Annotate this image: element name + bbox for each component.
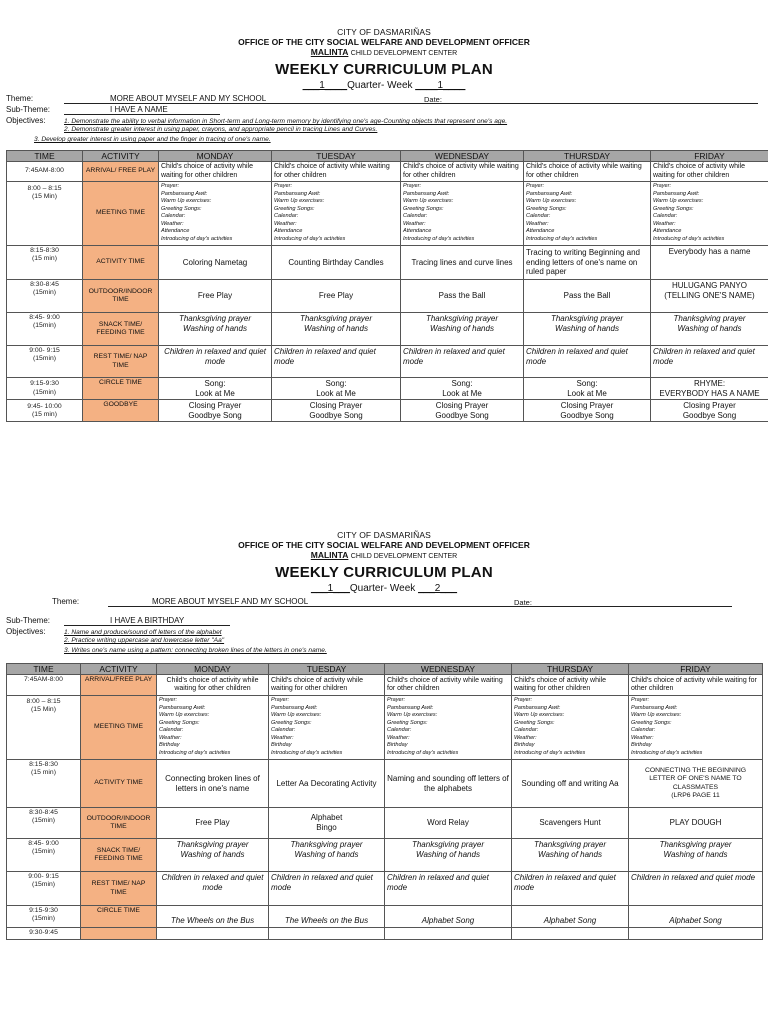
- day-cell: Connecting broken lines of letters in one's name: [157, 760, 269, 808]
- objectives-row: [6, 116, 758, 125]
- day-cell: Thanksgiving prayer Washing of hands: [651, 313, 768, 346]
- day-cell: Word Relay: [385, 808, 512, 839]
- day-cell: Pass the Ball: [524, 280, 651, 313]
- plan-title: WEEKLY CURRICULUM PLAN: [275, 60, 493, 78]
- column-header-friday: FRIDAY: [629, 664, 763, 675]
- day-cell: CONNECTING THE BEGINNING LETTER OF ONE'S NAME TO CLASSMATES (LRP6 PAGE 11: [629, 760, 763, 808]
- curriculum-plan-week-2: [0, 530, 768, 936]
- objective-item: 2. Practice writing uppercase and lowercase letter "Aa": [64, 637, 225, 645]
- center-name: MALINTA: [310, 549, 349, 560]
- time-cell: 9:15-9:30 (15min): [7, 906, 81, 928]
- day-cell: Thanksgiving prayer Washing of hands: [401, 313, 524, 346]
- quarter-value: ___1___: [310, 582, 350, 594]
- day-cell: Sounding off and writing Aa: [512, 760, 629, 808]
- day-cell: Everybody has a name: [651, 246, 768, 280]
- day-cell: Alphabet Song: [512, 906, 629, 928]
- table-row: [7, 246, 768, 280]
- day-cell: Prayer: Pambansang Awit: Warm Up exercises: Greeting Songs: Calendar: Weather: Attendance Introducing of day's activities: [651, 182, 768, 246]
- day-cell: Thanksgiving prayer Washing of hands: [385, 839, 512, 872]
- theme-value: MORE ABOUT MYSELF AND MY SCHOOL: [108, 597, 732, 607]
- center-name-line: [0, 551, 768, 561]
- activity-cell: OUTDOOR/INDOOR TIME: [83, 280, 159, 313]
- activity-cell: SNACK TIME/ FEEDING TIME: [83, 313, 159, 346]
- objective-row-2: [6, 126, 758, 133]
- day-cell: Thanksgiving prayer Washing of hands: [159, 313, 272, 346]
- activity-cell: CIRCLE TIME: [81, 906, 157, 928]
- day-cell: Child's choice of activity while waiting for other children: [157, 675, 269, 696]
- day-cell: Free Play: [157, 808, 269, 839]
- day-cell: Alphabet Song: [385, 906, 512, 928]
- subtheme-value: I HAVE A NAME: [64, 105, 220, 115]
- day-cell: Prayer: Pambansang Awit: Warm Up exercises: Greeting Songs: Calendar: Weather: Birthday Introducing of day's activities: [629, 696, 763, 760]
- day-cell: Song: Look at Me: [401, 378, 524, 400]
- table-row: [7, 182, 768, 246]
- day-cell: Children in relaxed and quiet mode: [159, 346, 272, 378]
- center-suffix: CHILD DEVELOPMENT CENTER: [350, 49, 458, 57]
- activity-cell: OUTDOOR/INDOOR TIME: [81, 808, 157, 839]
- column-header-monday: MONDAY: [159, 151, 272, 162]
- center-name-line: [0, 48, 768, 58]
- column-header-time: TIME: [7, 664, 81, 675]
- day-cell: Thanksgiving prayer Washing of hands: [269, 839, 385, 872]
- day-cell: Letter Aa Decorating Activity: [269, 760, 385, 808]
- table-row: [7, 760, 763, 808]
- day-cell: Closing Prayer Goodbye Song: [159, 400, 272, 422]
- activity-cell: REST TIME/ NAP TIME: [83, 346, 159, 378]
- subtheme-row: [6, 616, 758, 626]
- objective-item: 2. Demonstrate greater interest in using paper, crayons, and appropriate pencil in tracing Lines and Curves.: [64, 126, 378, 134]
- objective-row-3: [6, 136, 758, 143]
- plan-meta: [0, 91, 768, 147]
- day-cell: Closing Prayer Goodbye Song: [651, 400, 768, 422]
- table-row: [7, 400, 768, 422]
- week-value: ____1____: [415, 79, 466, 91]
- objective-item: 1. Name and produce/sound off letters of the alphabet: [64, 629, 222, 637]
- column-header-tuesday: TUESDAY: [272, 151, 401, 162]
- time-cell: 8:15-8:30 (15 min): [7, 246, 83, 280]
- day-cell: [269, 928, 385, 940]
- objective-item: 1. Demonstrate the ability to verbal information in Short-term and Long-term memory by identifying one's age-Counting objects that represent one's age.: [64, 118, 508, 126]
- table-row: [7, 675, 763, 696]
- time-cell: 7:45AM-8:00: [7, 162, 83, 182]
- activity-cell: GOODBYE: [83, 400, 159, 422]
- activity-cell: ACTIVITY TIME: [83, 246, 159, 280]
- column-header-thursday: THURSDAY: [512, 664, 629, 675]
- day-cell: Tracing to writing Beginning and ending letters of one's name on ruled paper: [524, 246, 651, 280]
- quarter-week-label: Quarter- Week: [347, 79, 413, 91]
- subtheme-label: Sub-Theme:: [6, 105, 51, 115]
- objectives-label: Objectives:: [6, 627, 46, 637]
- quarter-week-label: Quarter- Week: [349, 582, 416, 594]
- city-name: CITY OF DASMARIÑAS: [337, 530, 431, 540]
- table-row: [7, 162, 768, 182]
- day-cell: Thanksgiving prayer Washing of hands: [512, 839, 629, 872]
- day-cell: Song: Look at Me: [159, 378, 272, 400]
- table-row: [7, 696, 763, 760]
- theme-value: MORE ABOUT MYSELF AND MY SCHOOL: [64, 94, 758, 104]
- day-cell: Child's choice of activity while waiting for other children: [159, 162, 272, 182]
- office-name: OFFICE OF THE CITY SOCIAL WELFARE AND DEVELOPMENT OFFICER: [238, 539, 530, 550]
- table-row: [7, 378, 768, 400]
- subtheme-value: I HAVE A BIRTHDAY: [64, 616, 230, 626]
- subtheme-row: [6, 105, 758, 115]
- theme-row: [52, 597, 758, 607]
- day-cell: Children in relaxed and quiet mode: [512, 872, 629, 906]
- objective-item: 3. Writes one's name using a pattern: connecting broken lines of the letters in one's name.: [64, 647, 327, 655]
- day-cell: Alphabet Bingo: [269, 808, 385, 839]
- day-cell: Closing Prayer Goodbye Song: [401, 400, 524, 422]
- time-cell: 8:30-8:45 (15min): [7, 808, 81, 839]
- time-cell: 8:45- 9:00 (15min): [7, 839, 81, 872]
- activity-cell: [81, 928, 157, 940]
- subtheme-label: Sub-Theme:: [6, 616, 51, 626]
- day-cell: Prayer: Pambansang Awit: Warm Up exercises: Greeting Songs: Calendar: Weather: Birthday Introducing of day's activities: [157, 696, 269, 760]
- day-cell: Thanksgiving prayer Washing of hands: [157, 839, 269, 872]
- time-cell: 8:00 – 8:15 (15 Min): [7, 696, 81, 760]
- table-row: [7, 313, 768, 346]
- day-cell: Children in relaxed and quiet mode: [629, 872, 763, 906]
- table-row: [7, 839, 763, 872]
- column-header-time: TIME: [7, 151, 83, 162]
- week-value: ___2___: [418, 582, 458, 594]
- schedule-table: [6, 150, 768, 422]
- date-label: Date:: [424, 95, 442, 105]
- schedule-table: [6, 663, 763, 940]
- day-cell: Coloring Nametag: [159, 246, 272, 280]
- day-cell: Scavengers Hunt: [512, 808, 629, 839]
- theme-label: Theme:: [6, 94, 34, 104]
- column-header-thursday: THURSDAY: [524, 151, 651, 162]
- objective-row-2: [6, 637, 758, 644]
- column-header-activity: ACTIVITY: [81, 664, 157, 675]
- column-header-activity: ACTIVITY: [83, 151, 159, 162]
- objectives-label: Objectives:: [6, 116, 46, 126]
- day-cell: Closing Prayer Goodbye Song: [524, 400, 651, 422]
- quarter-week-line: [0, 583, 768, 595]
- date-label: Date:: [514, 598, 532, 608]
- day-cell: Song: Look at Me: [524, 378, 651, 400]
- day-cell: Free Play: [159, 280, 272, 313]
- column-header-friday: FRIDAY: [651, 151, 768, 162]
- day-cell: Prayer: Pambansang Awit: Warm Up exercises: Greeting Songs: Calendar: Weather: Birthday Introducing of day's activities: [269, 696, 385, 760]
- activity-cell: MEETING TIME: [83, 182, 159, 246]
- table-row: [7, 872, 763, 906]
- day-cell: Prayer: Pambansang Awit: Warm Up exercises: Greeting Songs: Calendar: Weather: Attendance Introducing of day's activities: [159, 182, 272, 246]
- day-cell: Child's choice of activity while waiting for other children: [385, 675, 512, 696]
- day-cell: Free Play: [272, 280, 401, 313]
- city-name: CITY OF DASMARIÑAS: [337, 27, 431, 37]
- column-header-monday: MONDAY: [157, 664, 269, 675]
- day-cell: Child's choice of activity while waiting for other children: [512, 675, 629, 696]
- day-cell: Counting Birthday Candles: [272, 246, 401, 280]
- day-cell: Thanksgiving prayer Washing of hands: [272, 313, 401, 346]
- theme-row: [6, 94, 758, 104]
- day-cell: Child's choice of activity while waiting for other children: [401, 162, 524, 182]
- table-row: [7, 906, 763, 928]
- theme-label: Theme:: [52, 597, 80, 607]
- day-cell: [629, 928, 763, 940]
- center-name: MALINTA: [310, 46, 349, 57]
- day-cell: Pass the Ball: [401, 280, 524, 313]
- time-cell: 8:00 – 8:15 (15 Min): [7, 182, 83, 246]
- day-cell: Prayer: Pambansang Awit: Warm Up exercises: Greeting Songs: Calendar: Weather: Attendance Introducing of day's activities: [524, 182, 651, 246]
- day-cell: Prayer: Pambansang Awit: Warm Up exercises: Greeting Songs: Calendar: Weather: Attendance Introducing of day's activities: [272, 182, 401, 246]
- time-cell: 9:00- 9:15 (15min): [7, 346, 83, 378]
- day-cell: Child's choice of activity while waiting for other children: [272, 162, 401, 182]
- day-cell: Children in relaxed and quiet mode: [272, 346, 401, 378]
- table-row: [7, 928, 763, 940]
- time-cell: 9:30-9:45: [7, 928, 81, 940]
- day-cell: Children in relaxed and quiet mode: [269, 872, 385, 906]
- day-cell: Thanksgiving prayer Washing of hands: [629, 839, 763, 872]
- time-cell: 9:00- 9:15 (15min): [7, 872, 81, 906]
- activity-cell: REST TIME/ NAP TIME: [81, 872, 157, 906]
- table-row: [7, 280, 768, 313]
- plan-header: [0, 28, 768, 91]
- plan-title: WEEKLY CURRICULUM PLAN: [275, 563, 493, 581]
- day-cell: Thanksgiving prayer Washing of hands: [524, 313, 651, 346]
- table-header-row: [7, 151, 768, 162]
- day-cell: Child's choice of activity while waiting for other children: [524, 162, 651, 182]
- day-cell: Children in relaxed and quiet mode: [651, 346, 768, 378]
- time-cell: 8:30-8:45 (15min): [7, 280, 83, 313]
- table-header-row: [7, 664, 763, 675]
- objective-row-3: [6, 647, 758, 654]
- day-cell: RHYME: EVERYBODY HAS A NAME: [651, 378, 768, 400]
- day-cell: Child's choice of activity while waiting for other children: [651, 162, 768, 182]
- office-name: OFFICE OF THE CITY SOCIAL WELFARE AND DEVELOPMENT OFFICER: [238, 36, 530, 47]
- day-cell: Children in relaxed and quiet mode: [385, 872, 512, 906]
- day-cell: Prayer: Pambansang Awit: Warm Up exercises: Greeting Songs: Calendar: Weather: Birthday Introducing of day's activities: [512, 696, 629, 760]
- time-cell: 8:45- 9:00 (15min): [7, 313, 83, 346]
- day-cell: Tracing lines and curve lines: [401, 246, 524, 280]
- center-suffix: CHILD DEVELOPMENT CENTER: [350, 552, 458, 560]
- day-cell: [512, 928, 629, 940]
- day-cell: The Wheels on the Bus: [269, 906, 385, 928]
- activity-cell: MEETING TIME: [81, 696, 157, 760]
- time-cell: 8:15-8:30 (15 min): [7, 760, 81, 808]
- day-cell: [157, 928, 269, 940]
- activity-cell: ARRIVAL/FREE PLAY: [81, 675, 157, 696]
- day-cell: Song: Look at Me: [272, 378, 401, 400]
- day-cell: Children in relaxed and quiet mode: [157, 872, 269, 906]
- quarter-value: ___1____: [302, 79, 348, 91]
- day-cell: Prayer: Pambansang Awit: Warm Up exercises: Greeting Songs: Calendar: Weather: Birthday Introducing of day's activities: [385, 696, 512, 760]
- activity-cell: CIRCLE TIME: [83, 378, 159, 400]
- plan-header: [0, 531, 768, 594]
- column-header-tuesday: TUESDAY: [269, 664, 385, 675]
- day-cell: HULUGANG PANYO (TELLING ONE'S NAME): [651, 280, 768, 313]
- objectives-row: [6, 627, 758, 636]
- curriculum-plan-week-1: [0, 27, 768, 420]
- time-cell: 9:15-9:30 (15min): [7, 378, 83, 400]
- day-cell: Prayer: Pambansang Awit: Warm Up exercises: Greeting Songs: Calendar: Weather: Attendance Introducing of day's activities: [401, 182, 524, 246]
- activity-cell: ACTIVITY TIME: [81, 760, 157, 808]
- day-cell: Child's choice of activity while waiting for other children: [629, 675, 763, 696]
- column-header-wednesday: WEDNESDAY: [385, 664, 512, 675]
- day-cell: Children in relaxed and quiet mode: [401, 346, 524, 378]
- day-cell: Alphabet Song: [629, 906, 763, 928]
- table-row: [7, 346, 768, 378]
- plan-meta: [0, 594, 768, 664]
- day-cell: [385, 928, 512, 940]
- day-cell: PLAY DOUGH: [629, 808, 763, 839]
- quarter-week-line: [0, 80, 768, 92]
- table-row: [7, 808, 763, 839]
- day-cell: Naming and sounding off letters of the alphabets: [385, 760, 512, 808]
- day-cell: The Wheels on the Bus: [157, 906, 269, 928]
- day-cell: Child's choice of activity while waiting for other children: [269, 675, 385, 696]
- day-cell: Closing Prayer Goodbye Song: [272, 400, 401, 422]
- activity-cell: ARRIVAL/ FREE PLAY: [83, 162, 159, 182]
- objective-item: 3. Develop greater interest in using paper and the finger in tracing of one's name.: [34, 136, 271, 144]
- day-cell: Children in relaxed and quiet mode: [524, 346, 651, 378]
- activity-cell: SNACK TIME/ FEEDING TIME: [81, 839, 157, 872]
- column-header-wednesday: WEDNESDAY: [401, 151, 524, 162]
- time-cell: 9:45- 10:00 (15 min): [7, 400, 83, 422]
- time-cell: 7:45AM-8:00: [7, 675, 81, 696]
